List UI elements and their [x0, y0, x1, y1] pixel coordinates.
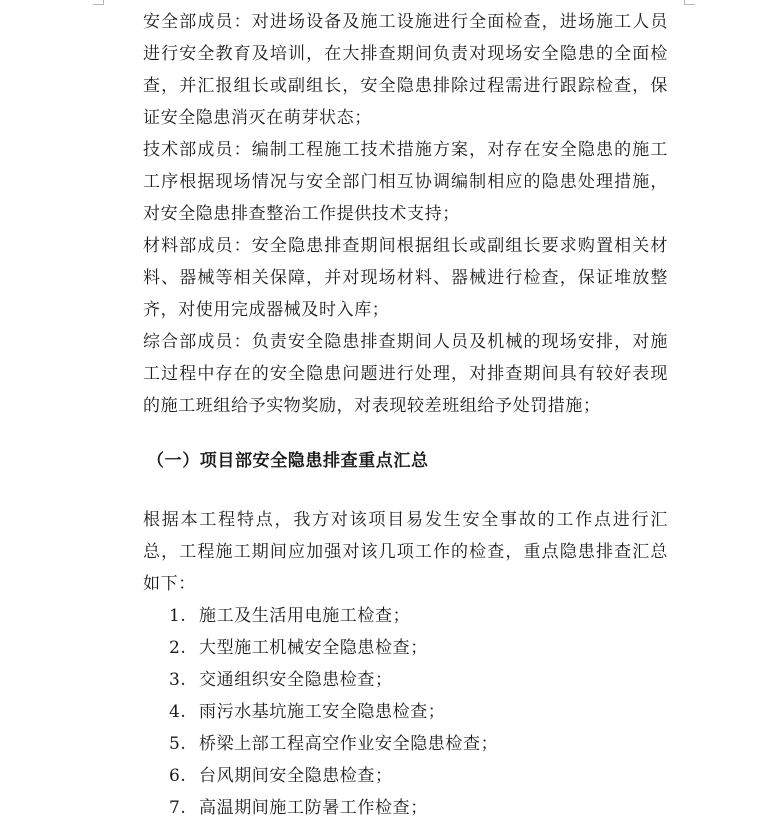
list-item — [169, 760, 668, 792]
paragraph-safety-dept: 安全部成员：对进场设备及施工设施进行全面检查，进场施工人员进行安全教育及培训，在大排查期间负责对现场安全隐患的全面检查，并汇报组长或副组长，安全隐患排除过程需进行跟踪检查，保证安全隐患消灭在萌芽状态； — [143, 12, 668, 128]
list-text: 台风期间安全隐患检查； — [199, 766, 393, 786]
list-item — [169, 792, 668, 824]
list-item — [169, 728, 668, 760]
list-number: 4. — [169, 702, 187, 722]
paragraph-materials-dept: 材料部成员：安全隐患排查期间根据组长或副组长要求购置相关材料、器械等相关保障，并对现场材料、器械进行检查，保证堆放整齐，对使用完成器械及时入库； — [143, 236, 668, 320]
section-heading: （一）项目部安全隐患排查重点汇总 — [147, 451, 429, 471]
list-number: 6. — [169, 766, 187, 786]
margin-corner-mark-left — [93, 0, 104, 5]
list-text: 桥梁上部工程高空作业安全隐患检查； — [199, 734, 499, 754]
list-item — [169, 696, 668, 728]
intro-paragraph: 根据本工程特点，我方对该项目易发生安全事故的工作点进行汇总，工程施工期间应加强对该几项工作的检查，重点隐患排查汇总如下： — [143, 510, 668, 594]
list-text: 交通组织安全隐患检查； — [199, 670, 393, 690]
list-number: 7. — [169, 798, 187, 818]
inspection-list — [143, 600, 668, 824]
paragraph-general-dept: 综合部成员：负责安全隐患排查期间人员及机械的现场安排，对施工过程中存在的安全隐患问题进行处理，对排查期间具有较好表现的施工班组给予实物奖励，对表现较差班组给予处罚措施； — [143, 332, 668, 416]
list-text: 大型施工机械安全隐患检查； — [199, 638, 428, 658]
list-item — [169, 632, 668, 664]
list-number: 3. — [169, 670, 187, 690]
list-number: 5. — [169, 734, 187, 754]
document-body[interactable] — [143, 6, 668, 824]
list-item — [169, 664, 668, 696]
list-number: 2. — [169, 638, 187, 658]
margin-corner-mark-right — [684, 0, 695, 5]
list-text: 雨污水基坑施工安全隐患检查； — [199, 702, 446, 722]
paragraph-tech-dept: 技术部成员：编制工程施工技术措施方案，对存在安全隐患的施工工序根据现场情况与安全部门相互协调编制相应的隐患处理措施，对安全隐患排查整治工作提供技术支持； — [143, 140, 668, 224]
list-text: 高温期间施工防暑工作检查； — [199, 798, 428, 818]
list-number: 1. — [169, 606, 187, 626]
list-text: 施工及生活用电施工检查； — [199, 606, 411, 626]
list-item — [169, 600, 668, 632]
